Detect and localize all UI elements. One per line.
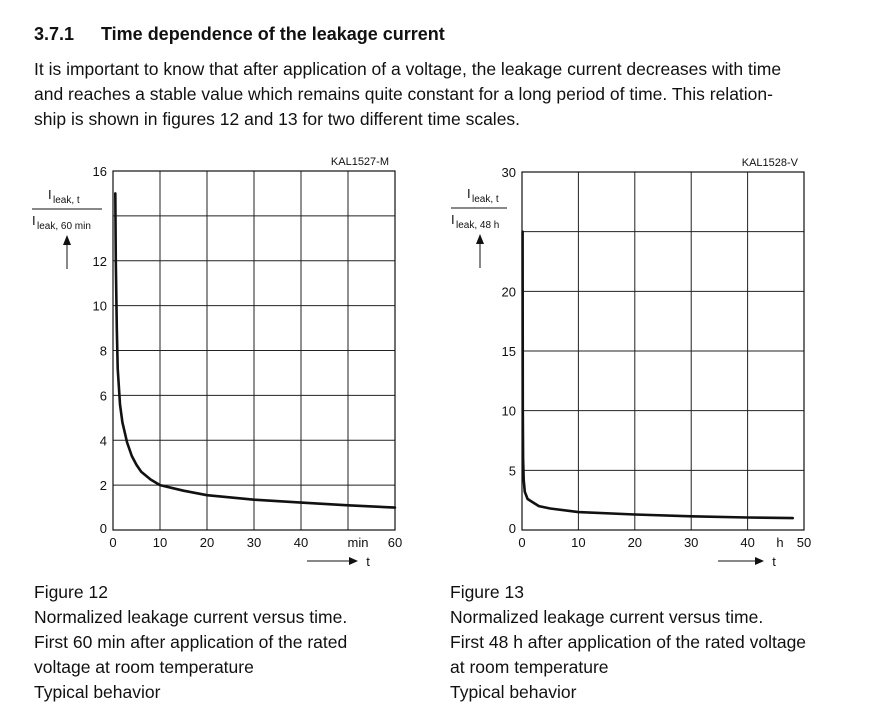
caption-line: Figure 13 (450, 582, 524, 602)
caption-line: Typical behavior (450, 682, 577, 702)
caption-line: Figure 12 (34, 582, 108, 602)
caption-line: First 60 min after application of the rated (34, 632, 348, 652)
y-tick-label: 5 (508, 463, 516, 479)
caption-line: Typical behavior (34, 682, 161, 702)
y-label-numerator-symbol: I (48, 187, 52, 202)
y-label-numerator-symbol: I (467, 186, 471, 201)
x-unit-label: min (347, 535, 369, 550)
y-tick-label: 12 (92, 253, 107, 269)
y-tick-label: 8 (99, 343, 107, 359)
y-tick-label: 20 (501, 284, 516, 300)
chart-code-label: KAL1527-M (330, 156, 389, 168)
caption-line: First 48 h after application of the rated voltage (450, 632, 807, 652)
caption-line: Normalized leakage current versus time. (450, 607, 764, 627)
x-tick-label: 20 (627, 535, 643, 550)
x-tick-label: 40 (740, 535, 755, 550)
y-label-denominator-symbol: I (451, 212, 455, 227)
chart-code-label: KAL1528-V (741, 157, 798, 169)
caption-line: Normalized leakage current versus time. (34, 607, 348, 627)
section-title: Time dependence of the leakage current (101, 24, 445, 44)
paragraph-line: ship is shown in figures 12 and 13 for two different time scales. (34, 109, 521, 129)
x-tick-label: 10 (152, 535, 168, 550)
paragraph-line: and reaches a stable value which remains quite constant for a long period of time. This relation- (34, 84, 773, 104)
y-label-denominator-symbol: I (32, 213, 36, 228)
x-tick-label: 20 (199, 535, 215, 550)
y-tick-label: 16 (92, 164, 107, 179)
y-label-denominator-subscript: leak, 60 min (37, 221, 91, 232)
y-label-denominator-subscript: leak, 48 h (456, 220, 500, 231)
y-tick-label: 0 (508, 521, 516, 536)
y-tick-label: 30 (501, 165, 516, 180)
x-tick-label: 50 (796, 535, 812, 550)
x-axis-arrowhead (349, 557, 358, 565)
x-tick-label: 10 (571, 535, 586, 550)
y-tick-label: 6 (99, 388, 107, 404)
y-label-numerator-subscript: leak, t (472, 194, 499, 205)
x-axis-symbol: t (772, 554, 776, 569)
x-tick-label: 40 (293, 535, 309, 550)
y-tick-label: 2 (99, 478, 107, 494)
paragraph-line: It is important to know that after application of a voltage, the leakage current decreases with time (34, 59, 782, 79)
x-axis-symbol: t (366, 554, 370, 569)
figure-12-caption (34, 580, 347, 705)
figure-13-caption (450, 580, 806, 705)
x-tick-label: 60 (387, 535, 403, 550)
y-label-numerator-subscript: leak, t (53, 195, 80, 206)
y-tick-label: 10 (501, 403, 516, 419)
y-tick-label: 4 (99, 433, 107, 449)
x-tick-label: 0 (109, 535, 117, 550)
y-tick-label: 0 (99, 521, 107, 536)
y-tick-label: 15 (501, 344, 516, 359)
section-number: 3.7.1 (34, 24, 75, 44)
x-tick-label: 30 (246, 535, 262, 550)
caption-line: voltage at room temperature (34, 657, 254, 677)
x-unit-label: h (776, 535, 784, 550)
caption-line: at room temperature (450, 657, 609, 677)
x-tick-label: 0 (518, 535, 526, 550)
x-tick-label: 30 (683, 535, 699, 550)
y-axis-arrowhead (63, 235, 71, 245)
y-tick-label: 10 (92, 298, 107, 314)
